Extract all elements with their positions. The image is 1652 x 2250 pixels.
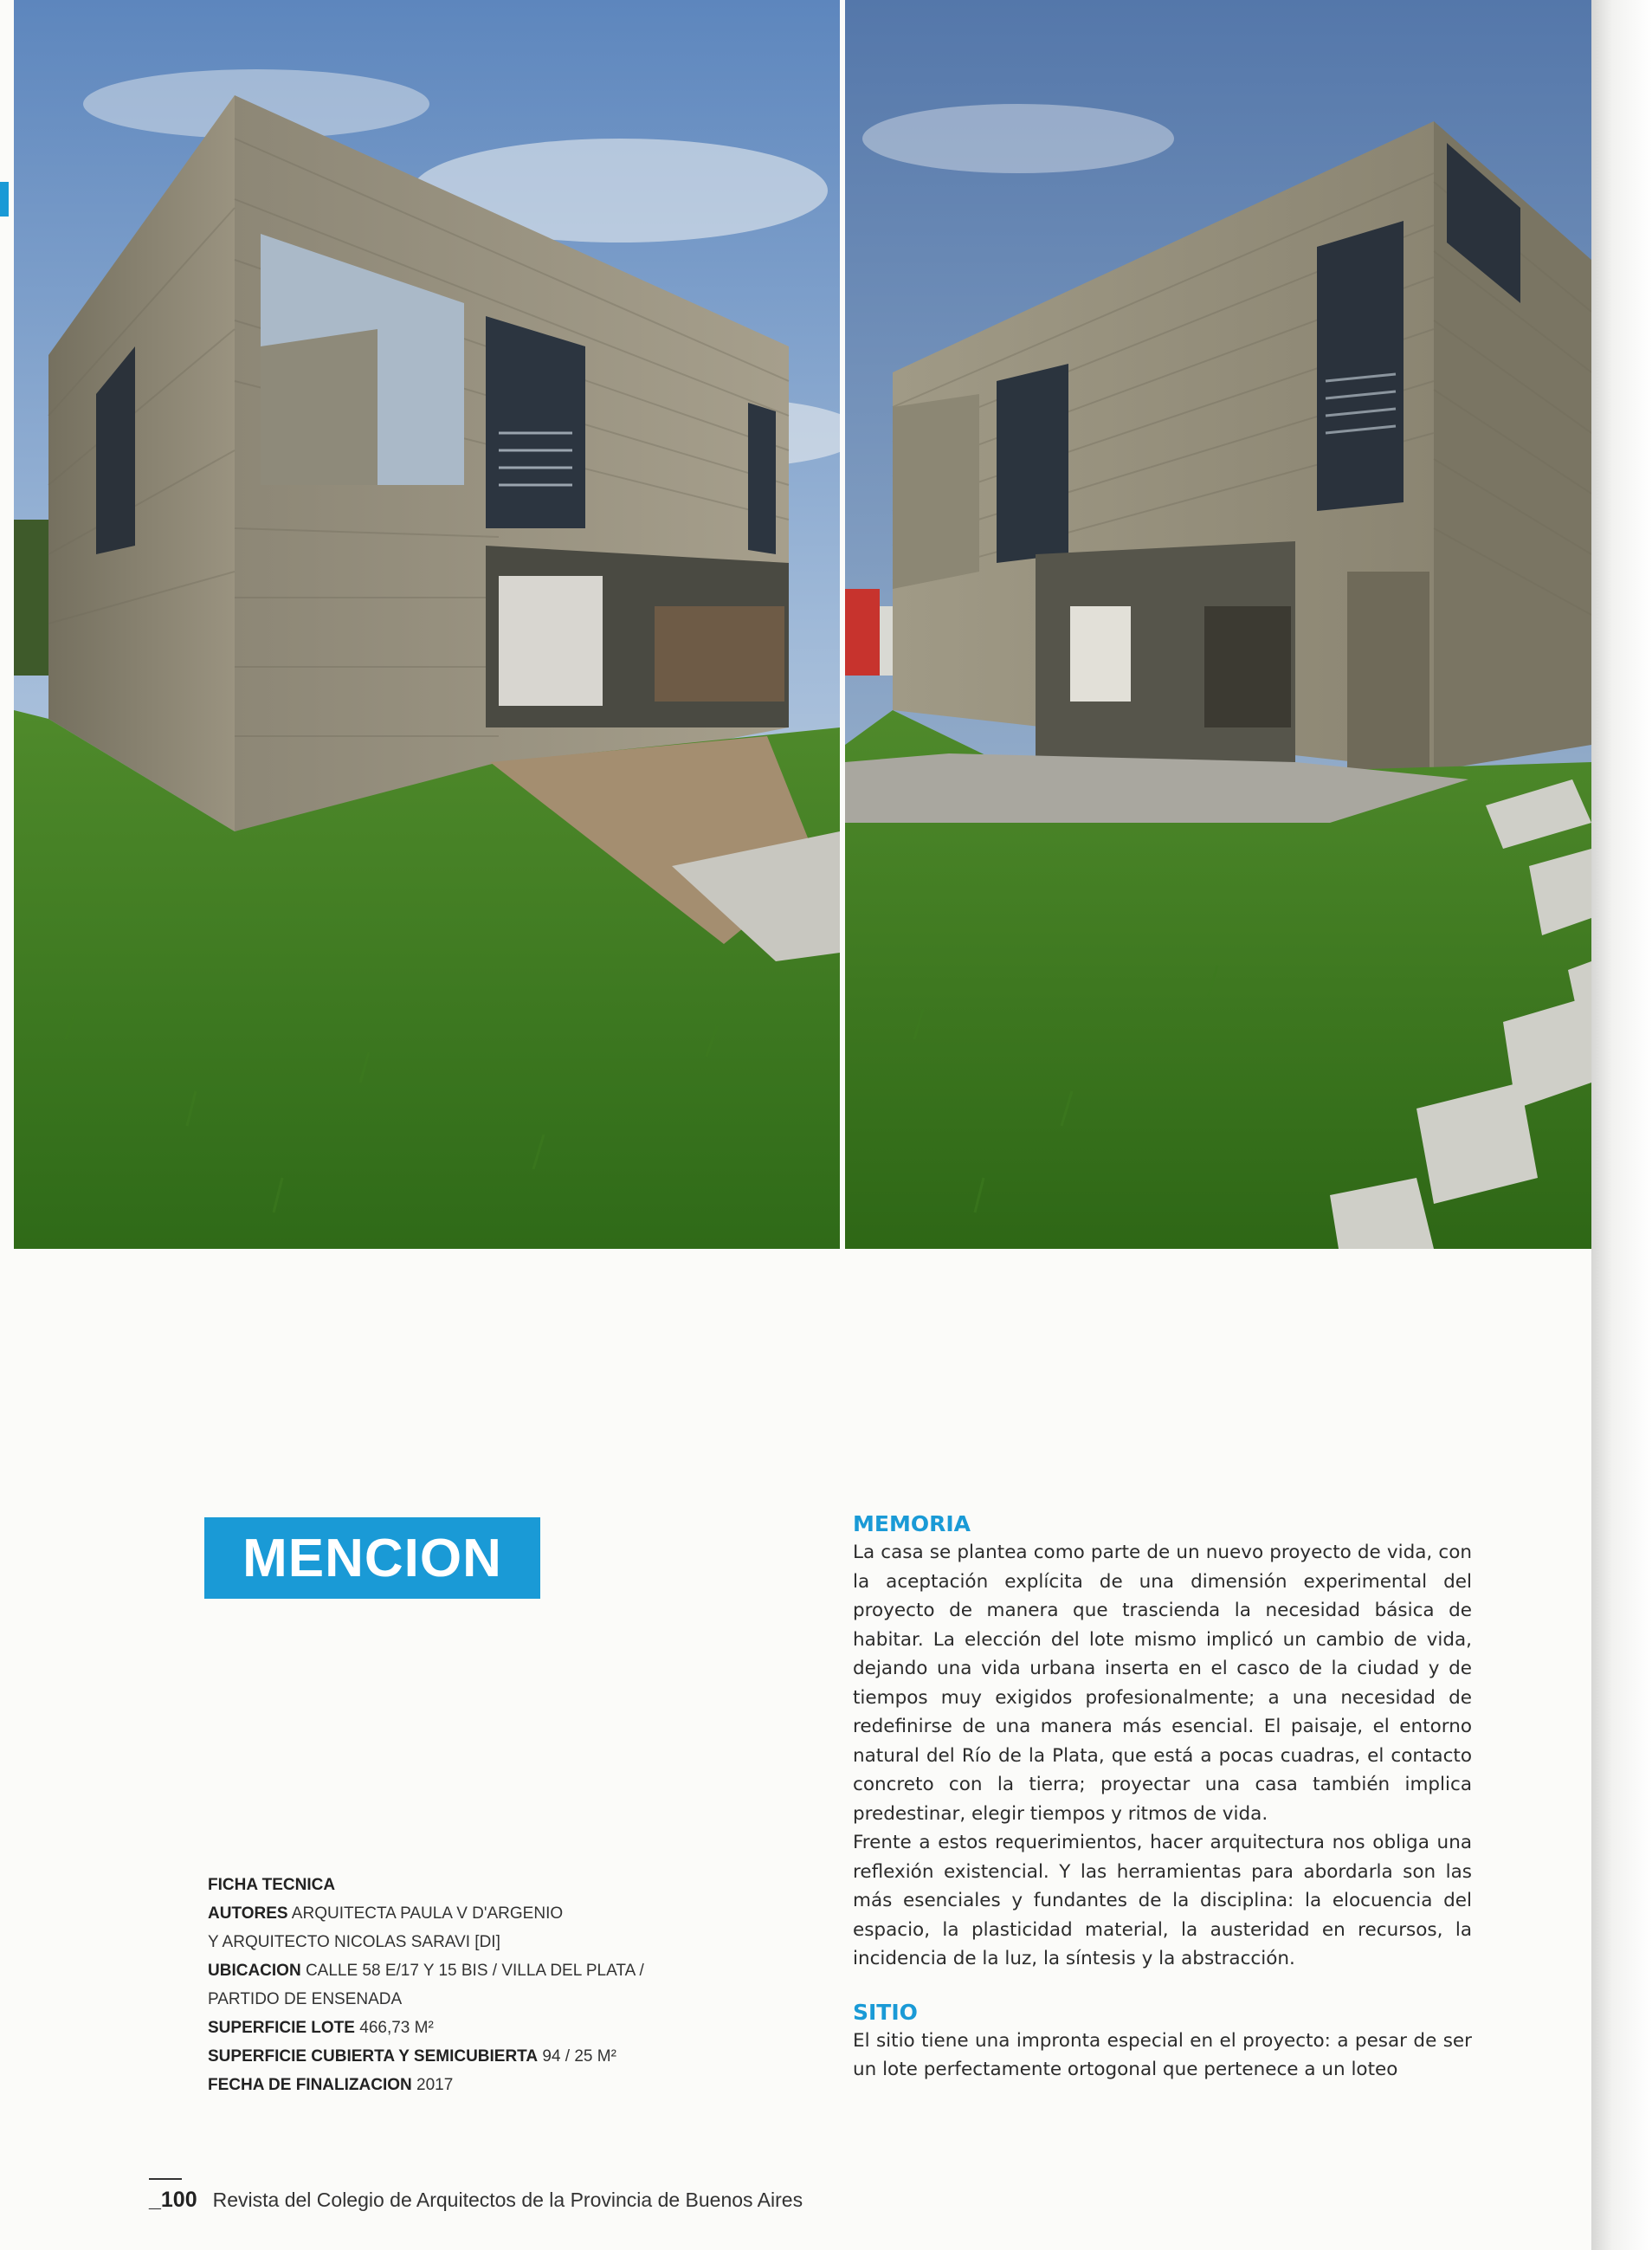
ficha-row: AUTORES ARQUITECTA PAULA V D'ARGENIO xyxy=(208,1904,564,1923)
ficha-title: FICHA TECNICA xyxy=(208,1876,336,1894)
edge-color-tab xyxy=(0,182,9,217)
ficha-tecnica xyxy=(208,1871,658,2099)
ficha-row: FECHA DE FINALIZACION 2017 xyxy=(208,2076,454,2094)
page-number: _100 xyxy=(149,2188,197,2212)
ficha-row: SUPERFICIE CUBIERTA Y SEMICUBIERTA 94 / 25 M² xyxy=(208,2047,616,2066)
memoria-paragraph: Frente a estos requerimientos, hacer arquitectura nos obliga una reflexión existencial. Y las herramientas para abordarla son las más esenciales y fundantes de la disciplina: la elocuencia del espacio, la plasticidad material, la austeridad en recursos, la incidencia de la luz, la síntesis y la abstracción. xyxy=(853,1832,1472,1969)
sitio-paragraph: El sitio tiene una impronta especial en el proyecto: a pesar de ser un lote perfectamente ortogonal que pertenece a un loteo xyxy=(853,2029,1472,2080)
house-photo-left xyxy=(14,0,840,1249)
mencion-badge: MENCION xyxy=(204,1517,540,1599)
memoria-heading: MEMORIA xyxy=(853,1511,971,1536)
page-footer xyxy=(149,2188,803,2213)
sitio-heading: SITIO xyxy=(853,1999,918,2025)
ficha-row: Y ARQUITECTO NICOLAS SARAVI [DI] xyxy=(208,1933,500,1951)
article-text xyxy=(853,1511,1472,2085)
page-fold-shadow xyxy=(1591,0,1652,2250)
house-photo-right xyxy=(845,0,1591,1249)
publication-name: Revista del Colegio de Arquitectos de la Provincia de Buenos Aires xyxy=(212,2189,803,2211)
ficha-row: PARTIDO DE ENSENADA xyxy=(208,1990,403,2008)
memoria-paragraph: La casa se plantea como parte de un nuevo proyecto de vida, con la aceptación explícita de una dimensión experimental del proyecto de manera que trascienda la necesidad básica de habitar. La elección del lote mismo implicó un cambio de vida, dejando una vida urbana inserta en el casco de la ciudad y de tiempos muy exigidos profesionalmente; a una necesidad de redefinirse de una manera más esencial. El paisaje, el entorno natural del Río de la Plata, que está a pocas cuadras, el contacto concreto con la tierra; proyectar una casa también implica predestinar, elegir tiempos y ritmos de vida. xyxy=(853,1542,1472,1825)
ficha-row: SUPERFICIE LOTE 466,73 M² xyxy=(208,2019,434,2037)
ficha-row: UBICACION CALLE 58 E/17 Y 15 BIS / VILLA DEL PLATA / xyxy=(208,1962,644,1980)
footer-rule xyxy=(149,2178,182,2180)
